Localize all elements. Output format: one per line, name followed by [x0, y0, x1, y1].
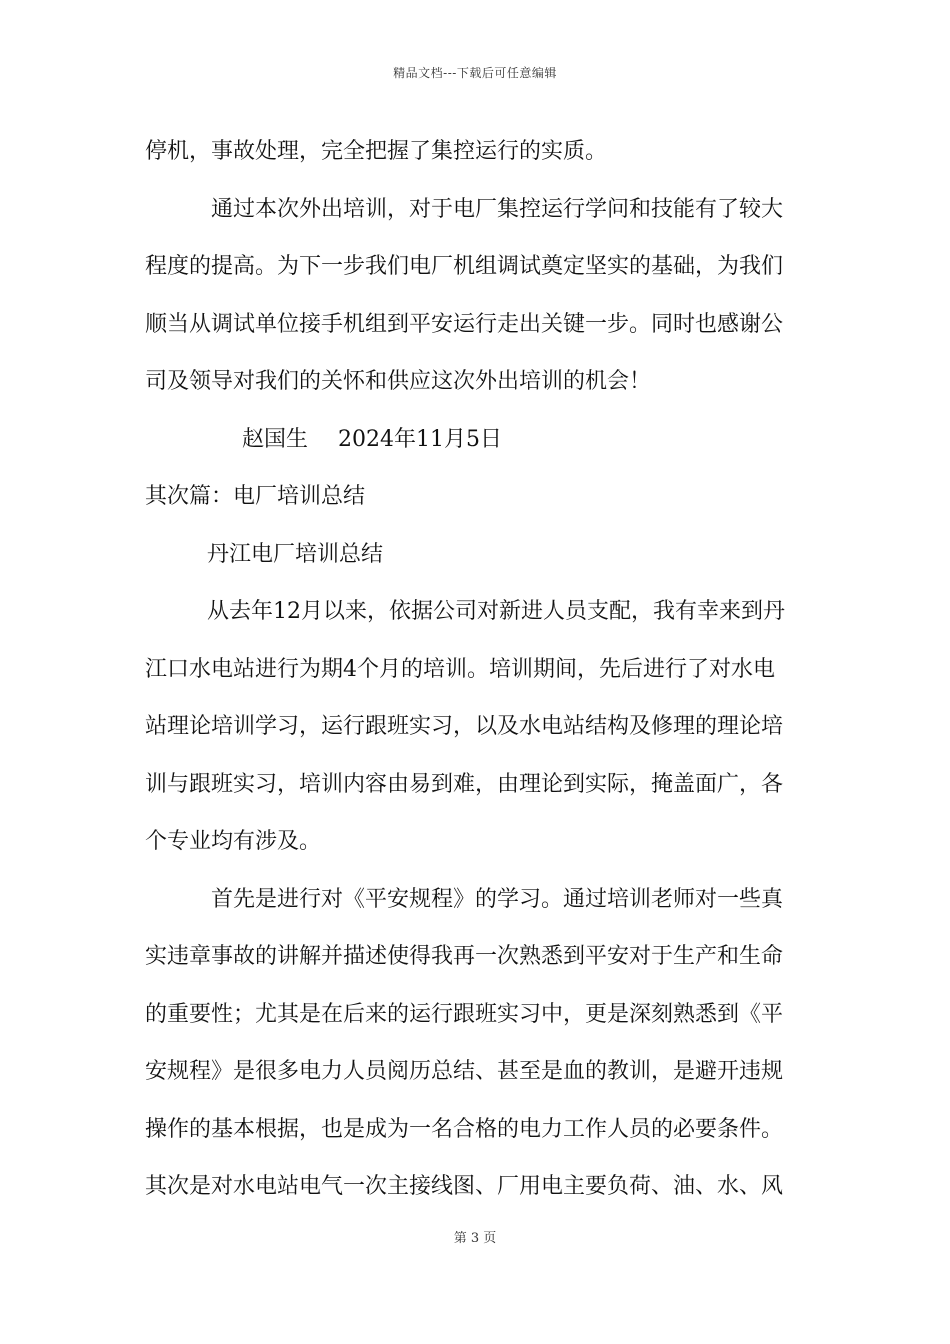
- body-line: 司及领导对我们的关怀和供应这次外出培训的机会！: [145, 369, 652, 394]
- body-line: 首先是进行对《平安规程》的学习。通过培训老师对一些真: [211, 886, 784, 912]
- body-line: 其次是对水电站电气一次主接线图、厂用电主要负荷、油、水、风: [145, 1174, 784, 1199]
- signature-name: 赵国生: [242, 426, 309, 452]
- body-line: 通过本次外出培训，对于电厂集控运行学问和技能有了较大: [211, 196, 784, 222]
- body-line: 江口水电站进行为期4个月的培训。培训期间，先后进行了对水电: [145, 656, 775, 682]
- document-body: [145, 128, 810, 1221]
- body-line: 操作的基本根据，也是成为一名合格的电力工作人员的必要条件。: [145, 1116, 784, 1142]
- body-line: 从去年12月以来，依据公司对新进人员支配，我有幸来到丹: [207, 599, 785, 624]
- section-title: 丹江电厂培训总结: [207, 541, 384, 567]
- body-line: 实违章事故的讲解并描述使得我再一次熟悉到平安对于生产和生命: [145, 944, 784, 969]
- section-heading: 其次篇：电厂培训总结: [145, 484, 366, 509]
- body-line: 程度的提高。为下一步我们电厂机组调试奠定坚实的基础，为我们: [145, 254, 784, 279]
- body-line: 的重要性；尤其是在后来的运行跟班实习中，更是深刻熟悉到《平: [145, 1001, 784, 1027]
- body-line: 停机，事故处理，完全把握了集控运行的实质。: [145, 139, 608, 164]
- page-footer: 第 3 页: [453, 1231, 497, 1246]
- body-line: 训与跟班实习，培训内容由易到难，由理论到实际，掩盖面广，各: [145, 771, 784, 797]
- body-line: 顺当从调试单位接手机组到平安运行走出关键一步。同时也感谢公: [145, 311, 784, 337]
- signature-line: [145, 416, 810, 474]
- page-header: 精品文档---下载后可任意编辑: [393, 66, 557, 80]
- body-line: 个专业均有涉及。: [145, 829, 322, 854]
- body-line: 站理论培训学习，运行跟班实习，以及水电站结构及修理的理论培: [145, 714, 784, 739]
- body-line: 安规程》是很多电力人员阅历总结、甚至是血的教训，是避开违规: [145, 1059, 784, 1084]
- signature-date: 2024年11月5日: [338, 426, 502, 452]
